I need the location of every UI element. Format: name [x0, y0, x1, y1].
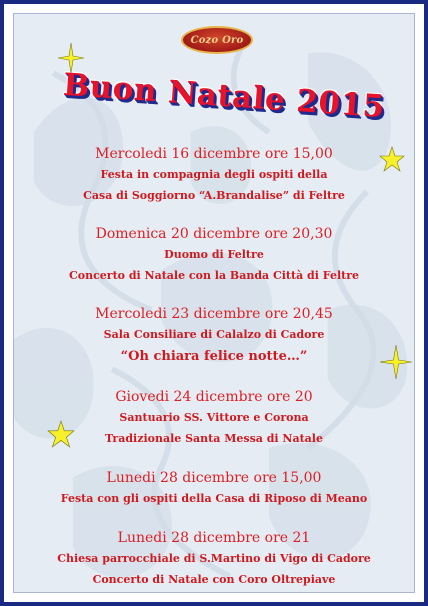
event-line: Concerto di Natale con Coro Oltrepiave — [92, 573, 336, 586]
event-heading: Mercoledi 16 dicembre ore 15,00 — [95, 146, 333, 162]
event-heading: Giovedi 24 dicembre ore 20 — [115, 389, 313, 405]
event-item — [14, 468, 414, 509]
event-line: Casa di Soggiorno “A.Brandalise” di Feltre — [83, 189, 345, 202]
coro-oro-logo — [181, 26, 253, 54]
event-line: Sala Consiliare di Calalzo di Cadore — [103, 328, 325, 341]
event-line: Santuario SS. Vittore e Corona — [119, 411, 309, 424]
event-line: Concerto di Natale con la Banda Città di Feltre — [68, 269, 359, 282]
event-line: “Oh chiara felice notte…” — [120, 349, 308, 364]
event-heading: Lunedi 28 dicembre ore 15,00 — [106, 470, 322, 486]
event-item — [14, 528, 414, 590]
star-icon — [58, 43, 84, 73]
event-item — [14, 224, 414, 286]
event-line: Festa con gli ospiti della Casa di Riposo di Meano — [60, 492, 368, 505]
event-item — [14, 144, 414, 206]
event-item — [14, 304, 414, 369]
poster-background — [13, 13, 415, 593]
event-heading: Mercoledi 23 dicembre ore 20,45 — [95, 306, 333, 322]
logo-text: Cozo Oro — [190, 34, 244, 46]
event-heading: Lunedi 28 dicembre ore 21 — [117, 530, 311, 546]
event-line: Chiesa parrocchiale di S.Martino di Vigo di Cadore — [57, 552, 371, 565]
event-heading: Domenica 20 dicembre ore 20,30 — [95, 226, 333, 242]
event-item — [14, 387, 414, 449]
page-title: Buon Natale 2015 — [61, 66, 386, 126]
event-line: Tradizionale Santa Messa di Natale — [105, 432, 323, 445]
event-line: Festa in compagnia degli ospiti della — [100, 168, 328, 181]
event-line: Duomo di Feltre — [164, 248, 264, 261]
